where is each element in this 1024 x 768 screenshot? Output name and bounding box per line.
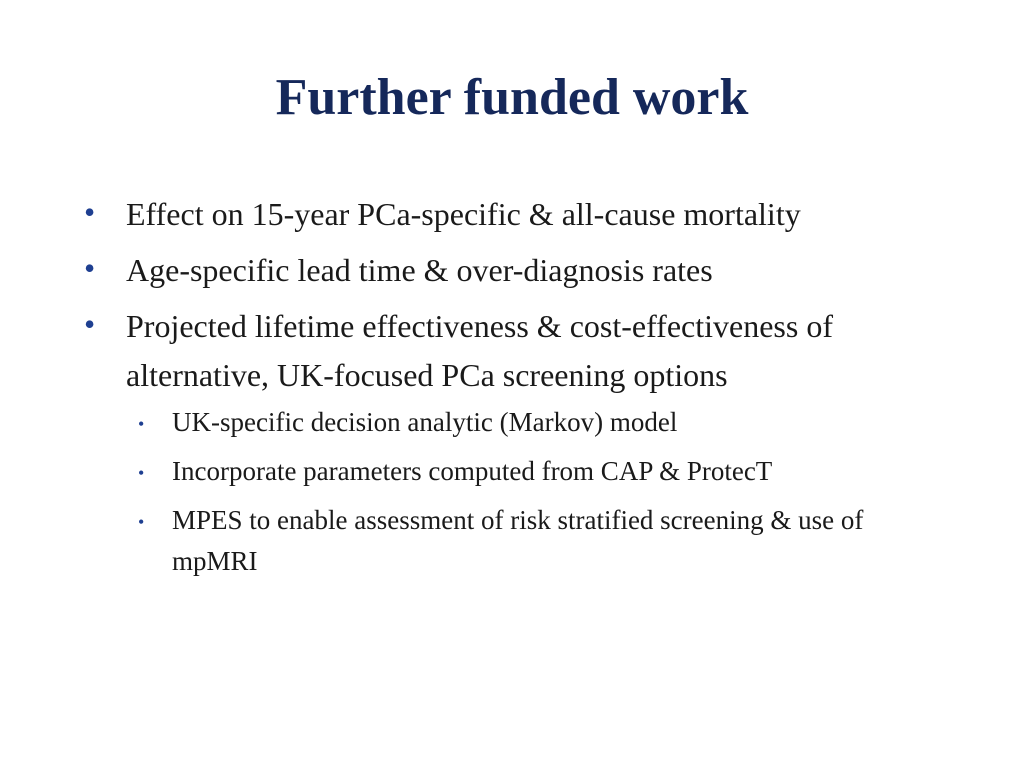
sub-bullet-icon: • [138, 463, 145, 483]
sub-bullet-icon: • [138, 414, 145, 434]
sub-bullet-item [126, 451, 954, 492]
sub-bullet-text: UK-specific decision analytic (Markov) model [172, 407, 678, 437]
bullet-text: Effect on 15-year PCa-specific & all-cause mortality [126, 196, 801, 232]
bullet-item [84, 246, 954, 295]
sub-bullet-text: Incorporate parameters computed from CAP & ProtecT [172, 456, 773, 486]
slide-title: Further funded work [275, 69, 749, 126]
bullet-icon: • [84, 306, 96, 342]
sub-bullet-item [126, 402, 954, 443]
sub-bullet-icon: • [138, 512, 145, 532]
sub-bullet-item [126, 500, 954, 582]
sub-bullet-list [126, 402, 954, 582]
bullet-list [84, 190, 954, 590]
bullet-item [84, 302, 954, 582]
bullet-icon: • [84, 250, 96, 286]
bullet-icon: • [84, 194, 96, 230]
bullet-text: Projected lifetime effectiveness & cost-effectiveness of alternative, UK-focused PCa screening options [126, 308, 833, 393]
bullet-text: Age-specific lead time & over-diagnosis rates [126, 252, 713, 288]
bullet-item [84, 190, 954, 239]
sub-bullet-text: MPES to enable assessment of risk stratified screening & use of mpMRI [172, 505, 864, 576]
